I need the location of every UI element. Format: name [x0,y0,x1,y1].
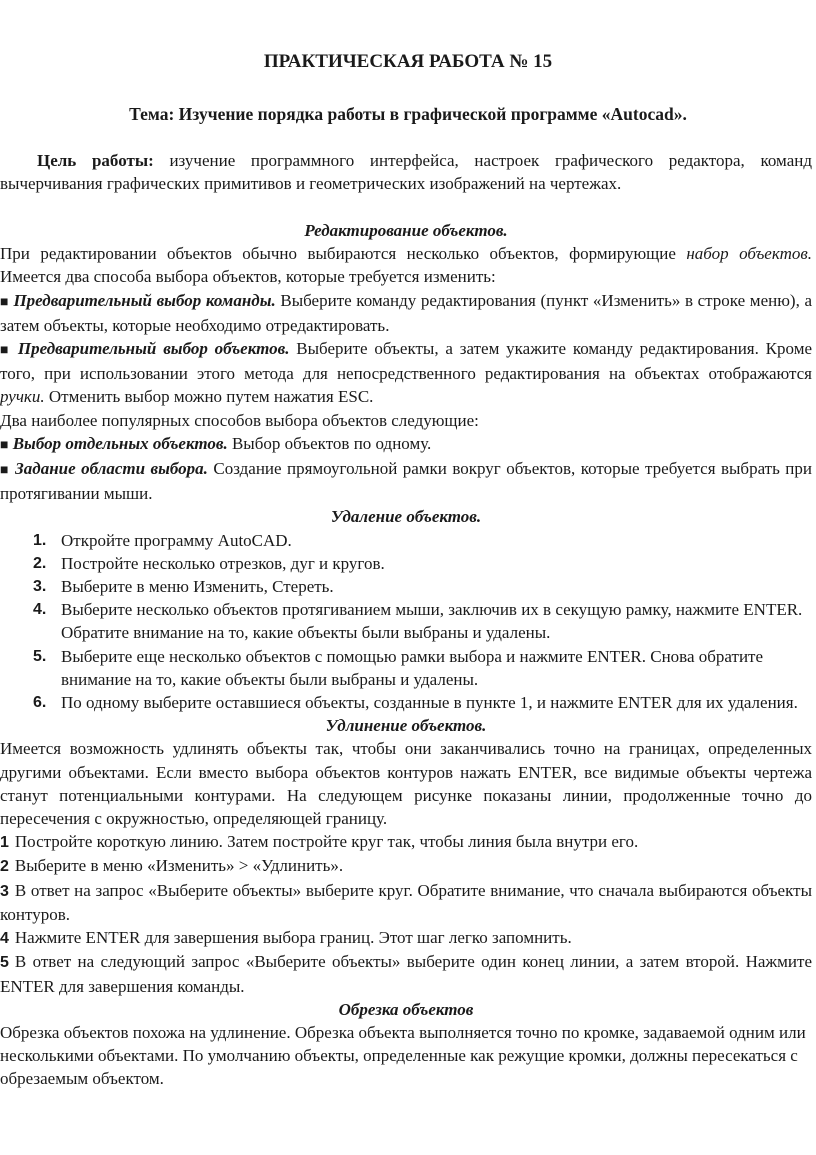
page-title: ПРАКТИЧЕСКАЯ РАБОТА № 15 [263,51,553,72]
step-text: В ответ на запрос «Выберите объекты» выберите круг. Обратите внимание, что сначала выбираются объекты контуров. [0,880,812,924]
step-text: Выберите еще несколько объектов с помощью рамки выбора и нажмите ENTER. Снова обратите внимание на то, какие объекты были выбраны и удалены. [61,646,764,689]
step-number: 2 [0,858,9,876]
handles-term: ручки. [0,387,45,407]
bullet-area-select [0,457,812,505]
step-text: Откройте программу AutoCAD. [61,530,292,550]
square-bullet-icon: ■ [0,463,10,479]
bullet-text: Выберите объекты, а затем укажите команду редактирования. Кроме того, при использовании этого метода для непосредственного редактирования на объектах отображаются [0,339,813,384]
list-item [0,552,812,575]
deletion-heading: Удаление объектов. [330,507,482,527]
editing-intro-text: При редактировании объектов обычно выбираются несколько объектов, формирующие [0,244,687,264]
list-item [0,950,812,997]
goal-text: изучение программного интерфейса, настроек графического редактора, команд вычерчивания графических примитивов и геометрических изображений на чертежах. [0,151,812,194]
list-item [0,645,812,691]
step-number: 1 [0,834,9,852]
list-item [0,598,812,644]
list-item [0,830,812,854]
extension-heading: Удлинение объектов. [325,716,487,736]
list-item [0,879,812,926]
square-bullet-icon: ■ [0,437,9,453]
list-item [0,575,812,598]
bullet-text-tail: Отменить выбор можно путем нажатия ESC. [44,387,374,407]
step-number: 4 [0,930,9,948]
step-number: 6. [33,694,47,712]
step-text: Выберите в меню Изменить, Стереть. [61,577,334,597]
square-bullet-icon: ■ [0,294,9,310]
step-text: По одному выберите оставшиеся объекты, созданные в пункте 1, и нажмите ENTER для их удаления. [61,693,798,713]
bullet-single-select [0,432,812,457]
editing-intro-tail: Имеется два способа выбора объектов, которые требуется изменить: [0,267,496,287]
step-text: В ответ на следующий запрос «Выберите объекты» выберите один конец линии, а затем второй. Нажмите ENTER для завершения команды. [0,952,812,996]
step-text: Постройте несколько отрезков, дуг и кругов. [61,553,385,573]
bullet-text: Выбор объектов по одному. [227,433,432,453]
step-number: 3 [0,882,9,900]
goal-label: Цель работы: [37,151,154,170]
bullet-title: Предварительный выбор объектов. [17,339,290,359]
square-bullet-icon: ■ [0,343,12,359]
step-number: 2. [33,554,47,572]
bullet-object-preselect [0,337,812,409]
bullet-command-preselect [0,289,812,337]
step-text: Постройте короткую линию. Затем постройте круг так, чтобы линия была внутри его. [14,832,639,852]
bullet-text: Создание прямоугольной рамки вокруг объектов, которые требуется выбрать при протягивании мыши. [0,459,812,504]
editing-intro-italic: набор объектов. [686,244,812,264]
step-number: 3. [33,578,47,596]
step-number: 5 [0,954,9,972]
topic-line: Тема: Изучение порядка работы в графической программе «Autocad». [129,104,687,124]
trim-heading: Обрезка объектов [338,999,474,1019]
step-text: Выберите несколько объектов протягиванием мыши, заключив их в секущую рамку, нажмите ENTER. Обратите внимание на то, какие объекты были выбраны и удалены. [61,600,803,643]
list-item [0,854,812,878]
bullet-title: Выбор отдельных объектов. [12,433,228,453]
list-item [0,926,812,950]
popular-methods-line: Два наиболее популярных способов выбора объектов следующие: [0,410,479,430]
goal-paragraph [0,149,812,195]
list-item [0,691,812,714]
trim-paragraph: Обрезка объектов похожа на удлинение. Обрезка объекта выполняется точно по кромке, задаваемой одним или несколькими объектами. По умолчанию объекты, определенные как режущие кромки, должны пересекаться с обрезаемым объектом. [0,1022,806,1089]
bullet-title: Предварительный выбор команды. [13,290,276,310]
editing-heading: Редактирование объектов. [304,221,508,240]
step-number: 4. [33,601,47,619]
bullet-text: Выберите команду редактирования (пункт «Изменить» в строке меню), а затем объекты, которые необходимо отредактировать. [0,290,812,335]
bullet-title: Задание области выбора. [15,459,208,479]
list-item [0,529,812,552]
main-body [0,219,812,1091]
deletion-steps [0,529,812,715]
step-number: 5. [33,647,47,665]
step-text: Нажмите ENTER для завершения выбора границ. Этот шаг легко запомнить. [14,928,572,948]
step-text: Выберите в меню «Изменить» > «Удлинить». [14,856,344,876]
extension-intro: Имеется возможность удлинять объекты так, чтобы они заканчивались точно на границах, определенных другими объектами. Если вместо выбора объектов контуров нажать ENTER, все видимые объекты чертежа станут потенциальными контурами. На следующем рисунке показаны линии, продолженные точно до пересечения с окружностью, определяющей границу. [0,739,812,829]
editing-intro [0,242,812,288]
step-number: 1. [33,531,47,549]
